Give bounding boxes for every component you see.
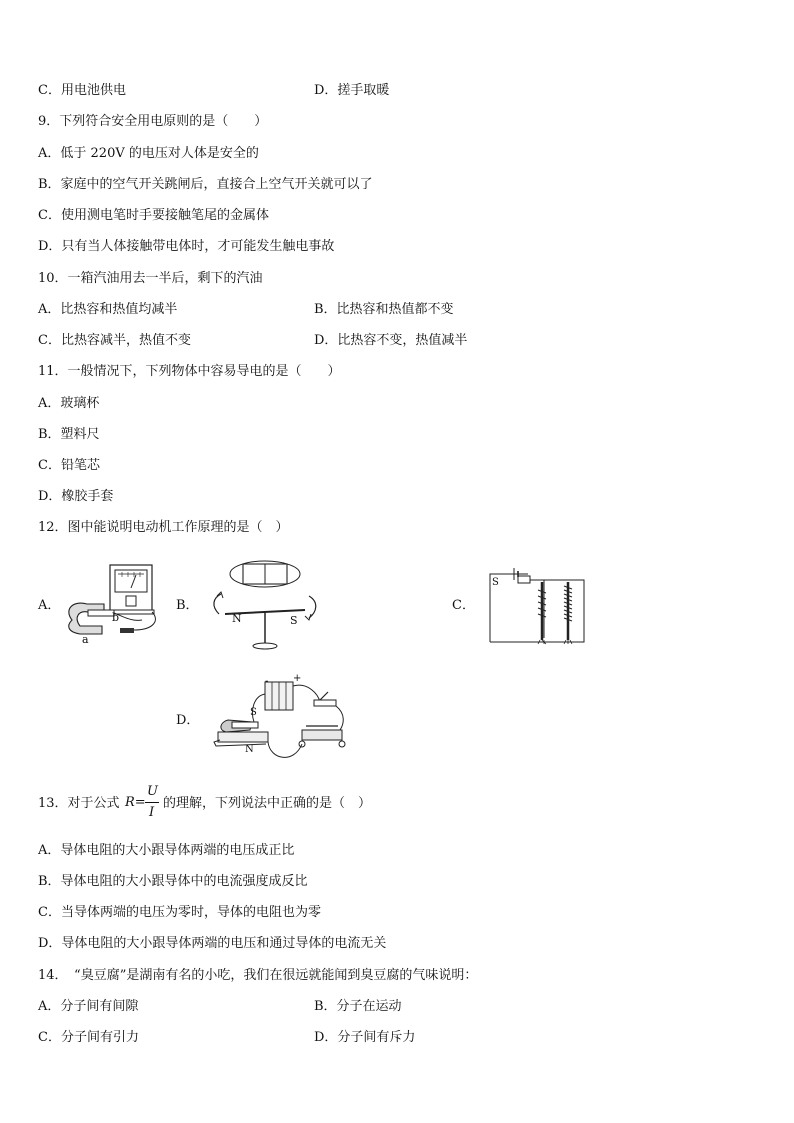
q13-formula-numerator: U <box>147 784 158 799</box>
q13-option-a: A．导体电阻的大小跟导体两端的电压成正比 <box>38 843 295 858</box>
q11-option-d: D．橡胶手套 <box>38 489 114 504</box>
q10-stem: 10．一箱汽油用去一半后，剩下的汽油 <box>38 271 263 286</box>
q10-option-b: B．比热容和热值都不变 <box>314 302 454 317</box>
q12-stem: 12．图中能说明电动机工作原理的是（ ） <box>38 520 289 535</box>
q12-option-d-label: D． <box>176 713 200 728</box>
figure-d-label-s: S <box>250 707 257 718</box>
q10-option-d: D．比热容不变，热值减半 <box>314 333 468 348</box>
q11-option-b: B．塑料尺 <box>38 427 100 442</box>
q9-option-d: D．只有当人体接触带电体时，才可能发生触电事故 <box>38 239 335 254</box>
q8-option-d: D．搓手取暖 <box>314 83 390 98</box>
figure-d-label-plus: + <box>293 673 302 684</box>
figure-c-label-s: S <box>492 577 499 588</box>
q14-option-c: C．分子间有引力 <box>38 1030 139 1045</box>
q13-option-b: B．导体电阻的大小跟导体中的电流强度成反比 <box>38 874 308 889</box>
q11-stem: 11．一般情况下，下列物体中容易导电的是（ ） <box>38 364 341 379</box>
figure-d-label-n: N <box>245 744 254 755</box>
q13-formula-bar <box>145 802 159 803</box>
figure-b-compass <box>205 556 325 656</box>
q9-option-a: A．低于 220V 的电压对人体是安全的 <box>38 146 259 161</box>
q14-option-a: A．分子间有间隙 <box>38 999 139 1014</box>
q9-option-c: C．使用测电笔时手要接触笔尾的金属体 <box>38 208 269 223</box>
figure-b-label-n: N <box>232 612 242 625</box>
q9-option-b: B．家庭中的空气开关跳闸后，直接合上空气开关就可以了 <box>38 177 373 192</box>
figure-c-electromagnet <box>488 560 588 646</box>
q11-option-c: C．铅笔芯 <box>38 458 100 473</box>
q13-formula-denominator: I <box>149 805 155 820</box>
figure-b-label-s: S <box>290 614 298 627</box>
figure-a-label-b: b <box>112 611 120 624</box>
q10-option-a: A．比热容和热值均减半 <box>38 302 178 317</box>
figure-a-galvanometer <box>62 560 172 650</box>
q11-option-a: A．玻璃杯 <box>38 396 100 411</box>
q13-formula-lhs: R= <box>125 795 146 810</box>
q13-option-c: C．当导体两端的电压为零时，导体的电阻也为零 <box>38 905 321 920</box>
q9-stem: 9．下列符合安全用电原则的是（ ） <box>38 114 268 129</box>
q14-option-d: D．分子间有斥力 <box>314 1030 416 1045</box>
figure-a-label-a: a <box>82 633 89 646</box>
q12-option-a-label: A． <box>38 598 61 613</box>
q14-option-b: B．分子在运动 <box>314 999 402 1014</box>
q13-stem-pre: 13．对于公式 <box>38 796 120 811</box>
q8-option-c: C．用电池供电 <box>38 83 126 98</box>
figure-d-label-minus: - <box>265 676 269 687</box>
q10-option-c: C．比热容减半，热值不变 <box>38 333 191 348</box>
q13-stem-post: 的理解，下列说法中正确的是（ ） <box>163 796 372 811</box>
q12-option-b-label: B． <box>176 598 199 613</box>
q12-option-c-label: C． <box>452 598 475 613</box>
figure-d-motor-circuit <box>210 674 360 766</box>
q13-option-d: D．导体电阻的大小跟导体两端的电压和通过导体的电流无关 <box>38 936 387 951</box>
q14-stem: 14． “臭豆腐”是湖南有名的小吃，我们在很远就能闻到臭豆腐的气味说明： <box>38 968 478 983</box>
